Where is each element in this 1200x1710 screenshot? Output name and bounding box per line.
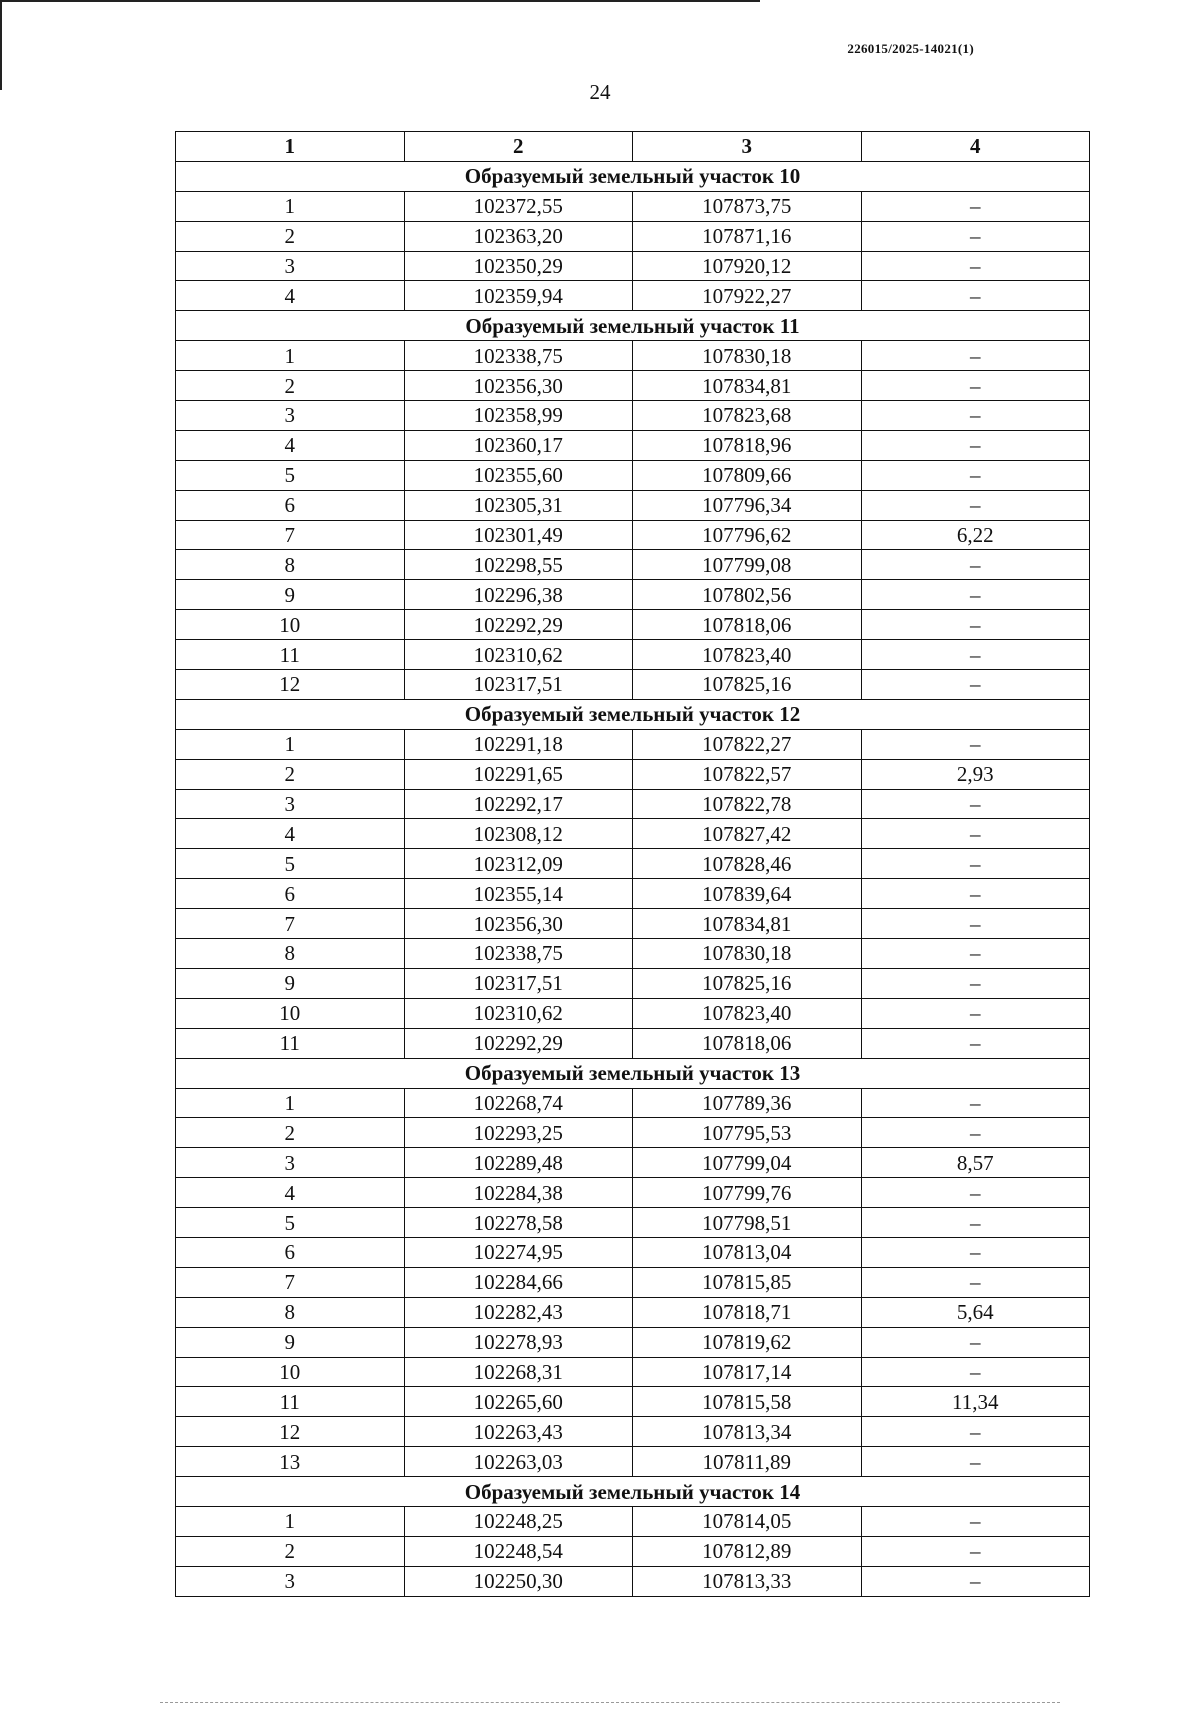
x-coordinate-cell: 102301,49 bbox=[404, 520, 633, 550]
point-number-cell: 7 bbox=[176, 520, 405, 550]
value-cell: – bbox=[861, 550, 1090, 580]
table-row bbox=[176, 1178, 1090, 1208]
y-coordinate-cell: 107818,96 bbox=[633, 430, 862, 460]
point-number-cell: 1 bbox=[176, 191, 405, 221]
y-coordinate-cell: 107795,53 bbox=[633, 1118, 862, 1148]
x-coordinate-cell: 102284,38 bbox=[404, 1178, 633, 1208]
x-coordinate-cell: 102274,95 bbox=[404, 1237, 633, 1267]
point-number-cell: 9 bbox=[176, 1327, 405, 1357]
y-coordinate-cell: 107828,46 bbox=[633, 849, 862, 879]
value-cell: – bbox=[861, 430, 1090, 460]
value-cell: – bbox=[861, 1088, 1090, 1118]
table-row bbox=[176, 789, 1090, 819]
x-coordinate-cell: 102268,31 bbox=[404, 1357, 633, 1387]
x-coordinate-cell: 102263,03 bbox=[404, 1447, 633, 1477]
value-cell: – bbox=[861, 1417, 1090, 1447]
section-header-row bbox=[176, 311, 1090, 341]
point-number-cell: 10 bbox=[176, 1357, 405, 1387]
value-cell: – bbox=[861, 998, 1090, 1028]
point-number-cell: 5 bbox=[176, 849, 405, 879]
value-cell: – bbox=[861, 1327, 1090, 1357]
x-coordinate-cell: 102268,74 bbox=[404, 1088, 633, 1118]
value-cell: – bbox=[861, 939, 1090, 969]
scan-artifact-line bbox=[160, 1702, 1060, 1704]
y-coordinate-cell: 107814,05 bbox=[633, 1506, 862, 1536]
x-coordinate-cell: 102248,25 bbox=[404, 1506, 633, 1536]
y-coordinate-cell: 107812,89 bbox=[633, 1536, 862, 1566]
point-number-cell: 7 bbox=[176, 1267, 405, 1297]
value-cell: – bbox=[861, 610, 1090, 640]
table-row bbox=[176, 1118, 1090, 1148]
x-coordinate-cell: 102372,55 bbox=[404, 191, 633, 221]
point-number-cell: 4 bbox=[176, 281, 405, 311]
y-coordinate-cell: 107871,16 bbox=[633, 221, 862, 251]
value-cell: 5,64 bbox=[861, 1297, 1090, 1327]
y-coordinate-cell: 107830,18 bbox=[633, 341, 862, 371]
value-cell: – bbox=[861, 819, 1090, 849]
value-cell: – bbox=[861, 849, 1090, 879]
y-coordinate-cell: 107822,57 bbox=[633, 759, 862, 789]
value-cell: 6,22 bbox=[861, 520, 1090, 550]
table-row bbox=[176, 580, 1090, 610]
x-coordinate-cell: 102296,38 bbox=[404, 580, 633, 610]
y-coordinate-cell: 107922,27 bbox=[633, 281, 862, 311]
section-title: Образуемый земельный участок 13 bbox=[176, 1058, 1090, 1088]
y-coordinate-cell: 107813,34 bbox=[633, 1417, 862, 1447]
x-coordinate-cell: 102358,99 bbox=[404, 401, 633, 431]
x-coordinate-cell: 102293,25 bbox=[404, 1118, 633, 1148]
section-header-row bbox=[176, 699, 1090, 729]
value-cell: – bbox=[861, 281, 1090, 311]
x-coordinate-cell: 102292,17 bbox=[404, 789, 633, 819]
coordinates-table bbox=[175, 131, 1090, 1597]
value-cell: – bbox=[861, 640, 1090, 670]
value-cell: – bbox=[861, 1237, 1090, 1267]
y-coordinate-cell: 107796,62 bbox=[633, 520, 862, 550]
section-title: Образуемый земельный участок 10 bbox=[176, 161, 1090, 191]
x-coordinate-cell: 102350,29 bbox=[404, 251, 633, 281]
value-cell: – bbox=[861, 251, 1090, 281]
table-row bbox=[176, 1357, 1090, 1387]
y-coordinate-cell: 107827,42 bbox=[633, 819, 862, 849]
table-row bbox=[176, 1327, 1090, 1357]
value-cell: – bbox=[861, 1178, 1090, 1208]
table-row bbox=[176, 460, 1090, 490]
point-number-cell: 5 bbox=[176, 460, 405, 490]
table-row bbox=[176, 1237, 1090, 1267]
table-header-row bbox=[176, 132, 1090, 162]
point-number-cell: 13 bbox=[176, 1447, 405, 1477]
y-coordinate-cell: 107823,40 bbox=[633, 640, 862, 670]
value-cell: – bbox=[861, 191, 1090, 221]
table-row bbox=[176, 191, 1090, 221]
x-coordinate-cell: 102292,29 bbox=[404, 1028, 633, 1058]
table-row bbox=[176, 998, 1090, 1028]
y-coordinate-cell: 107825,16 bbox=[633, 968, 862, 998]
point-number-cell: 5 bbox=[176, 1208, 405, 1238]
x-coordinate-cell: 102292,29 bbox=[404, 610, 633, 640]
table-row bbox=[176, 341, 1090, 371]
table-row bbox=[176, 490, 1090, 520]
y-coordinate-cell: 107799,04 bbox=[633, 1148, 862, 1178]
table-row bbox=[176, 1417, 1090, 1447]
y-coordinate-cell: 107811,89 bbox=[633, 1447, 862, 1477]
value-cell: – bbox=[861, 879, 1090, 909]
y-coordinate-cell: 107799,76 bbox=[633, 1178, 862, 1208]
table-row bbox=[176, 281, 1090, 311]
column-header: 4 bbox=[861, 132, 1090, 162]
y-coordinate-cell: 107818,71 bbox=[633, 1297, 862, 1327]
x-coordinate-cell: 102308,12 bbox=[404, 819, 633, 849]
y-coordinate-cell: 107834,81 bbox=[633, 371, 862, 401]
scan-border-line bbox=[0, 0, 760, 2]
y-coordinate-cell: 107822,78 bbox=[633, 789, 862, 819]
section-title: Образуемый земельный участок 11 bbox=[176, 311, 1090, 341]
point-number-cell: 11 bbox=[176, 1028, 405, 1058]
table-row bbox=[176, 1297, 1090, 1327]
value-cell: 11,34 bbox=[861, 1387, 1090, 1417]
page-number: 24 bbox=[589, 80, 611, 104]
table-row bbox=[176, 371, 1090, 401]
value-cell: – bbox=[861, 1447, 1090, 1477]
point-number-cell: 1 bbox=[176, 729, 405, 759]
y-coordinate-cell: 107817,14 bbox=[633, 1357, 862, 1387]
value-cell: – bbox=[861, 221, 1090, 251]
value-cell: – bbox=[861, 670, 1090, 700]
y-coordinate-cell: 107818,06 bbox=[633, 1028, 862, 1058]
table-row bbox=[176, 1536, 1090, 1566]
table-row bbox=[176, 1506, 1090, 1536]
point-number-cell: 6 bbox=[176, 1237, 405, 1267]
y-coordinate-cell: 107789,36 bbox=[633, 1088, 862, 1118]
table-row bbox=[176, 550, 1090, 580]
point-number-cell: 8 bbox=[176, 939, 405, 969]
y-coordinate-cell: 107823,40 bbox=[633, 998, 862, 1028]
point-number-cell: 3 bbox=[176, 1148, 405, 1178]
value-cell: – bbox=[861, 341, 1090, 371]
x-coordinate-cell: 102284,66 bbox=[404, 1267, 633, 1297]
point-number-cell: 2 bbox=[176, 371, 405, 401]
point-number-cell: 1 bbox=[176, 1506, 405, 1536]
value-cell: – bbox=[861, 789, 1090, 819]
x-coordinate-cell: 102310,62 bbox=[404, 998, 633, 1028]
point-number-cell: 2 bbox=[176, 1536, 405, 1566]
x-coordinate-cell: 102360,17 bbox=[404, 430, 633, 460]
y-coordinate-cell: 107873,75 bbox=[633, 191, 862, 221]
y-coordinate-cell: 107813,33 bbox=[633, 1566, 862, 1596]
value-cell: 8,57 bbox=[861, 1148, 1090, 1178]
point-number-cell: 11 bbox=[176, 640, 405, 670]
point-number-cell: 12 bbox=[176, 1417, 405, 1447]
table-row bbox=[176, 520, 1090, 550]
point-number-cell: 6 bbox=[176, 490, 405, 520]
table-row bbox=[176, 1028, 1090, 1058]
point-number-cell: 4 bbox=[176, 819, 405, 849]
point-number-cell: 4 bbox=[176, 430, 405, 460]
table-row bbox=[176, 670, 1090, 700]
table-row bbox=[176, 939, 1090, 969]
x-coordinate-cell: 102312,09 bbox=[404, 849, 633, 879]
y-coordinate-cell: 107819,62 bbox=[633, 1327, 862, 1357]
table-row bbox=[176, 849, 1090, 879]
x-coordinate-cell: 102291,65 bbox=[404, 759, 633, 789]
point-number-cell: 2 bbox=[176, 759, 405, 789]
point-number-cell: 8 bbox=[176, 1297, 405, 1327]
y-coordinate-cell: 107796,34 bbox=[633, 490, 862, 520]
section-header-row bbox=[176, 1477, 1090, 1507]
table-row bbox=[176, 430, 1090, 460]
x-coordinate-cell: 102355,60 bbox=[404, 460, 633, 490]
value-cell: – bbox=[861, 371, 1090, 401]
x-coordinate-cell: 102263,43 bbox=[404, 1417, 633, 1447]
y-coordinate-cell: 107839,64 bbox=[633, 879, 862, 909]
point-number-cell: 4 bbox=[176, 1178, 405, 1208]
x-coordinate-cell: 102317,51 bbox=[404, 670, 633, 700]
x-coordinate-cell: 102317,51 bbox=[404, 968, 633, 998]
y-coordinate-cell: 107830,18 bbox=[633, 939, 862, 969]
x-coordinate-cell: 102248,54 bbox=[404, 1536, 633, 1566]
point-number-cell: 3 bbox=[176, 251, 405, 281]
table-row bbox=[176, 729, 1090, 759]
table-row bbox=[176, 879, 1090, 909]
table-body bbox=[176, 161, 1090, 1596]
value-cell: – bbox=[861, 490, 1090, 520]
section-title: Образуемый земельный участок 12 bbox=[176, 699, 1090, 729]
y-coordinate-cell: 107818,06 bbox=[633, 610, 862, 640]
table-row bbox=[176, 819, 1090, 849]
table-row bbox=[176, 640, 1090, 670]
column-header: 1 bbox=[176, 132, 405, 162]
point-number-cell: 9 bbox=[176, 968, 405, 998]
x-coordinate-cell: 102289,48 bbox=[404, 1148, 633, 1178]
value-cell: – bbox=[861, 1118, 1090, 1148]
table-row bbox=[176, 1447, 1090, 1477]
value-cell: 2,93 bbox=[861, 759, 1090, 789]
point-number-cell: 12 bbox=[176, 670, 405, 700]
x-coordinate-cell: 102356,30 bbox=[404, 909, 633, 939]
table-row bbox=[176, 1208, 1090, 1238]
point-number-cell: 2 bbox=[176, 1118, 405, 1148]
y-coordinate-cell: 107802,56 bbox=[633, 580, 862, 610]
value-cell: – bbox=[861, 1267, 1090, 1297]
y-coordinate-cell: 107815,58 bbox=[633, 1387, 862, 1417]
x-coordinate-cell: 102291,18 bbox=[404, 729, 633, 759]
table-row bbox=[176, 968, 1090, 998]
value-cell: – bbox=[861, 909, 1090, 939]
table-row bbox=[176, 1566, 1090, 1596]
point-number-cell: 3 bbox=[176, 789, 405, 819]
point-number-cell: 9 bbox=[176, 580, 405, 610]
point-number-cell: 7 bbox=[176, 909, 405, 939]
x-coordinate-cell: 102282,43 bbox=[404, 1297, 633, 1327]
y-coordinate-cell: 107799,08 bbox=[633, 550, 862, 580]
y-coordinate-cell: 107825,16 bbox=[633, 670, 862, 700]
y-coordinate-cell: 107822,27 bbox=[633, 729, 862, 759]
x-coordinate-cell: 102363,20 bbox=[404, 221, 633, 251]
table-row bbox=[176, 221, 1090, 251]
table-row bbox=[176, 909, 1090, 939]
y-coordinate-cell: 107920,12 bbox=[633, 251, 862, 281]
point-number-cell: 6 bbox=[176, 879, 405, 909]
y-coordinate-cell: 107809,66 bbox=[633, 460, 862, 490]
y-coordinate-cell: 107834,81 bbox=[633, 909, 862, 939]
section-title: Образуемый земельный участок 14 bbox=[176, 1477, 1090, 1507]
column-header: 3 bbox=[633, 132, 862, 162]
value-cell: – bbox=[861, 580, 1090, 610]
x-coordinate-cell: 102265,60 bbox=[404, 1387, 633, 1417]
x-coordinate-cell: 102359,94 bbox=[404, 281, 633, 311]
y-coordinate-cell: 107823,68 bbox=[633, 401, 862, 431]
point-number-cell: 3 bbox=[176, 1566, 405, 1596]
scan-edge-mark bbox=[0, 0, 2, 90]
point-number-cell: 1 bbox=[176, 341, 405, 371]
point-number-cell: 3 bbox=[176, 401, 405, 431]
value-cell: – bbox=[861, 460, 1090, 490]
x-coordinate-cell: 102278,93 bbox=[404, 1327, 633, 1357]
value-cell: – bbox=[861, 1536, 1090, 1566]
point-number-cell: 1 bbox=[176, 1088, 405, 1118]
y-coordinate-cell: 107815,85 bbox=[633, 1267, 862, 1297]
value-cell: – bbox=[861, 1506, 1090, 1536]
point-number-cell: 10 bbox=[176, 998, 405, 1028]
x-coordinate-cell: 102278,58 bbox=[404, 1208, 633, 1238]
table-row bbox=[176, 1387, 1090, 1417]
table-row bbox=[176, 1267, 1090, 1297]
value-cell: – bbox=[861, 968, 1090, 998]
value-cell: – bbox=[861, 1208, 1090, 1238]
table-row bbox=[176, 251, 1090, 281]
value-cell: – bbox=[861, 401, 1090, 431]
section-header-row bbox=[176, 1058, 1090, 1088]
point-number-cell: 11 bbox=[176, 1387, 405, 1417]
table-row bbox=[176, 759, 1090, 789]
value-cell: – bbox=[861, 1028, 1090, 1058]
point-number-cell: 8 bbox=[176, 550, 405, 580]
x-coordinate-cell: 102355,14 bbox=[404, 879, 633, 909]
x-coordinate-cell: 102298,55 bbox=[404, 550, 633, 580]
value-cell: – bbox=[861, 1357, 1090, 1387]
x-coordinate-cell: 102305,31 bbox=[404, 490, 633, 520]
value-cell: – bbox=[861, 1566, 1090, 1596]
coordinates-table-container bbox=[175, 131, 1090, 1597]
table-row bbox=[176, 1148, 1090, 1178]
table-row bbox=[176, 610, 1090, 640]
point-number-cell: 10 bbox=[176, 610, 405, 640]
table-row bbox=[176, 401, 1090, 431]
y-coordinate-cell: 107813,04 bbox=[633, 1237, 862, 1267]
document-number: 226015/2025-14021(1) bbox=[847, 41, 974, 56]
x-coordinate-cell: 102310,62 bbox=[404, 640, 633, 670]
x-coordinate-cell: 102250,30 bbox=[404, 1566, 633, 1596]
x-coordinate-cell: 102356,30 bbox=[404, 371, 633, 401]
column-header: 2 bbox=[404, 132, 633, 162]
table-row bbox=[176, 1088, 1090, 1118]
value-cell: – bbox=[861, 729, 1090, 759]
x-coordinate-cell: 102338,75 bbox=[404, 341, 633, 371]
x-coordinate-cell: 102338,75 bbox=[404, 939, 633, 969]
section-header-row bbox=[176, 161, 1090, 191]
point-number-cell: 2 bbox=[176, 221, 405, 251]
y-coordinate-cell: 107798,51 bbox=[633, 1208, 862, 1238]
